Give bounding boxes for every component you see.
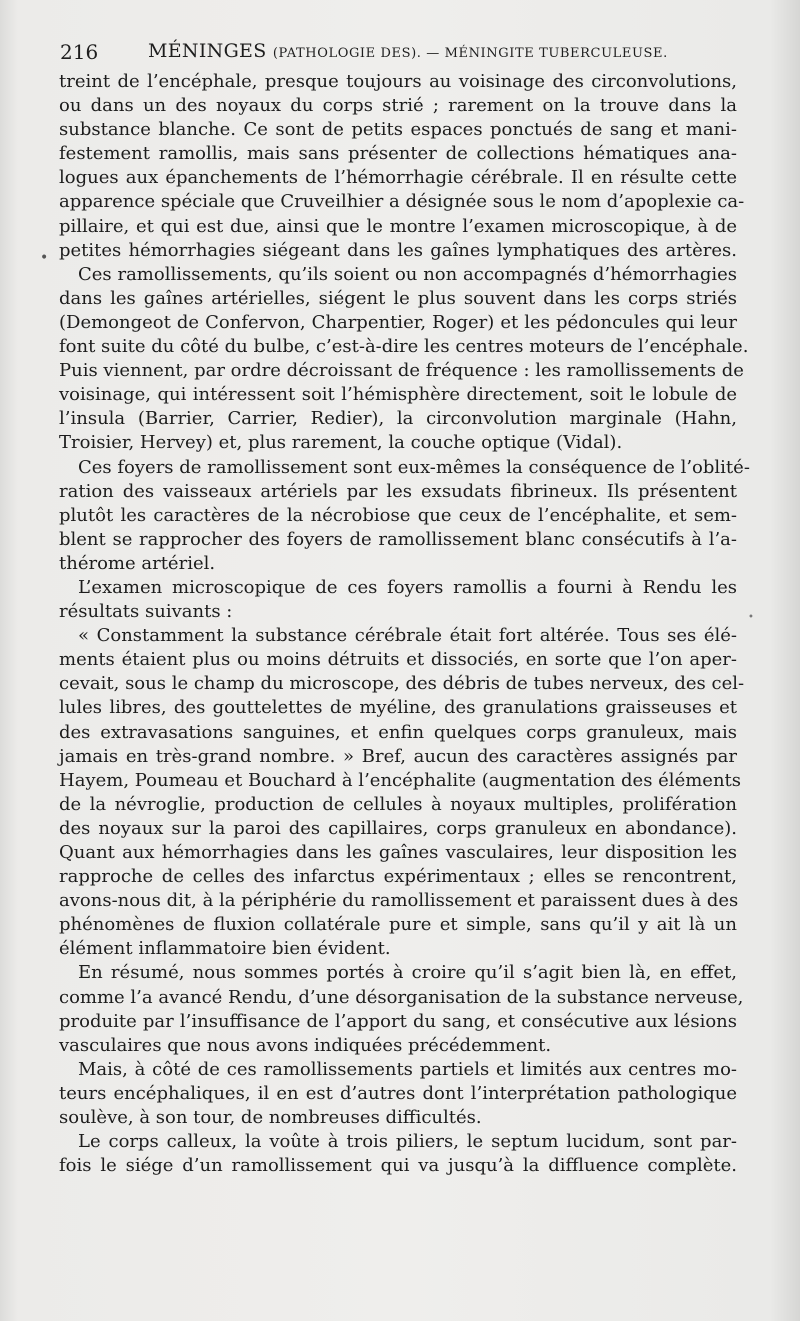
text-line: ou dans un des noyaux du corps strié ; rarement on la trouve dans la: [59, 95, 737, 117]
running-title-sub: (PATHOLOGIE DES). — MÉNINGITE TUBERCULEUSE.: [272, 46, 668, 61]
quote-start-line: « Constamment la substance cérébrale était fort altérée. Tous ses élé-: [78, 625, 737, 647]
text-line: festement ramollis, mais sans présenter de collections hématiques ana-: [59, 143, 737, 165]
text-line: font suite du côté du bulbe, c’est-à-dire les centres moteurs de l’encéphale.: [59, 336, 749, 358]
text-line: substance blanche. Ce sont de petits espaces ponctués de sang et mani-: [59, 119, 737, 141]
text-line: cevait, sous le champ du microscope, des débris de tubes nerveux, des cel-: [59, 673, 745, 695]
paragraph-start-line: Le corps calleux, la voûte à trois piliers, le septum lucidum, sont par-: [78, 1131, 737, 1153]
text-line: avons-nous dit, à la périphérie du ramollissement et paraissent dues à des: [59, 890, 739, 912]
text-line: Puis viennent, par ordre décroissant de fréquence : les ramollissements de: [59, 360, 744, 382]
paragraph-start-line: Ces ramollissements, qu’ils soient ou non accompagnés d’hémorrhagies: [78, 263, 737, 285]
text-line: (Demongeot de Confervon, Charpentier, Roger) et les pédoncules qui leur: [59, 311, 737, 333]
text-line: blent se rapprocher des foyers de ramollissement blanc consécutifs à l’a-: [59, 528, 737, 550]
text-line: rapproche de celles des infarctus expérimentaux ; elles se rencontrent,: [59, 866, 737, 888]
text-line: pillaire, et qui est due, ainsi que le montre l’examen microscopique, à de: [59, 215, 737, 237]
text-line: teurs encéphaliques, il en est d’autres dont l’interprétation pathologique: [59, 1082, 737, 1104]
text-line: logues aux épanchements de l’hémorrhagie cérébrale. Il en résulte cette: [59, 167, 737, 189]
running-title: [148, 40, 668, 62]
text-line: lules libres, des gouttelettes de myéline, des granulations graisseuses et: [59, 697, 737, 719]
paragraph-start-line: Mais, à côté de ces ramollissements partiels et limités aux centres mo-: [78, 1058, 737, 1080]
text-line: comme l’a avancé Rendu, d’une désorganisation de la substance nerveuse,: [59, 986, 744, 1008]
text-line: phénomènes de fluxion collatérale pure et simple, sans qu’il y ait là un: [59, 914, 737, 936]
paragraph-start-line: L’examen microscopique de ces foyers ramollis a fourni à Rendu les: [78, 576, 737, 598]
text-line: des noyaux sur la paroi des capillaires, corps granuleux en abondance).: [59, 817, 737, 839]
paragraph-end-line: thérome artériel.: [59, 552, 216, 574]
body-text: [59, 70, 750, 1178]
text-line: de la névroglie, production de cellules à noyaux multiples, prolifération: [59, 793, 737, 815]
margin-mark-left: •: [40, 250, 49, 266]
page-number: 216: [60, 40, 99, 64]
running-header: [60, 40, 740, 70]
text-line: jamais en très-grand nombre. » Bref, aucun des caractères assignés par: [59, 745, 737, 767]
text-line: petites hémorrhagies siégeant dans les gaînes lymphatiques des artères.: [59, 239, 737, 261]
text-line: Hayem, Poumeau et Bouchard à l’encéphalite (augmentation des éléments: [59, 769, 742, 791]
paragraph-end-line: élément inflammatoire bien évident.: [59, 938, 391, 960]
text-line: ments étaient plus ou moins détruits et dissociés, en sorte que l’on aper-: [59, 649, 737, 671]
paragraph-start-line: En résumé, nous sommes portés à croire qu’il s’agit bien là, en effet,: [78, 962, 737, 984]
text-line: produite par l’insuffisance de l’apport du sang, et consécutive aux lésions: [59, 1010, 737, 1032]
paragraph-end-line: vasculaires que nous avons indiquées précédemment.: [59, 1034, 552, 1056]
text-line: des extravasations sanguines, et enfin quelques corps granuleux, mais: [59, 721, 737, 743]
text-line: ration des vaisseaux artériels par les exsudats fibrineux. Ils présentent: [59, 480, 737, 502]
text-line: l’insula (Barrier, Carrier, Redier), la circonvolution marginale (Hahn,: [59, 408, 737, 430]
text-line: fois le siége d’un ramollissement qui va jusqu’à la diffluence complète.: [59, 1155, 737, 1177]
running-title-main: MÉNINGES: [148, 40, 267, 62]
text-line: Quant aux hémorrhagies dans les gaînes vasculaires, leur disposition les: [59, 842, 737, 863]
text-line: plutôt les caractères de la nécrobiose que ceux de l’encéphalite, et sem-: [59, 504, 737, 526]
text-line: dans les gaînes artérielles, siégent le plus souvent dans les corps striés: [59, 287, 737, 309]
margin-mark-right: •: [748, 612, 754, 623]
text-line: apparence spéciale que Cruveilhier a désignée sous le nom d’apoplexie ca-: [59, 191, 745, 213]
text-line: treint de l’encéphale, presque toujours au voisinage des circonvolutions,: [59, 71, 737, 92]
paragraph-end-line: Troisier, Hervey) et, plus rarement, la couche optique (Vidal).: [59, 432, 623, 454]
paragraph-end-line: résultats suivants :: [59, 601, 233, 623]
text-line: voisinage, qui intéressent soit l’hémisphère directement, soit le lobule de: [59, 384, 737, 406]
paragraph-end-line: soulève, à son tour, de nombreuses difficultés.: [59, 1107, 482, 1129]
paragraph-start-line: Ces foyers de ramollissement sont eux-mêmes la conséquence de l’oblité-: [78, 456, 750, 478]
